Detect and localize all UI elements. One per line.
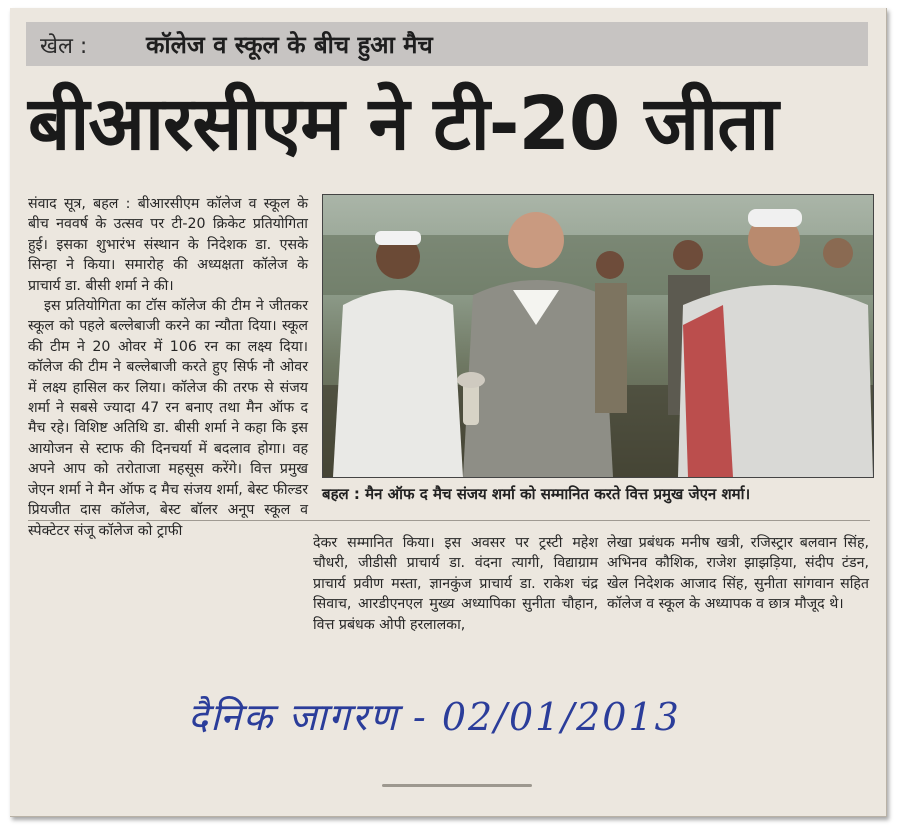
headline: बीआरसीएम ने टी-20 जीता <box>28 81 778 167</box>
article-column-3 <box>607 533 869 615</box>
section-kicker-band <box>26 22 868 66</box>
article-paragraph-2: इस प्रतियोगिता का टॉस कॉलेज की टीम ने जीतकर स्कूल को पहले बल्लेबाजी करने का न्यौता दिया। स्कूल की टीम ने 20 ओवर में 106 रन का लक्ष्य दिया। कॉलेज की टीम ने बल्लेबाजी करते हुए सिर्फ नौ ओवर में लक्ष्य हासिल कर लिया। कॉलेज की तरफ से संजय शर्मा ने सबसे ज्यादा 47 रन बनाए तथा मैन ऑफ द मैच रहे। विशिष्ट अतिथि डा. बीसी शर्मा ने कहा कि इस आयोजन से स्टाफ की दिनचर्या में बदलाव होगा। वह अपने आप को तरोताजा महसूस करेंगे। वित्त प्रमुख जेएन शर्मा ने मैन ऑफ द मैच संजय शर्मा, बेस्ट फील्डर प्रियजीत दास कॉलेज, बेस्ट बॉलर अनूप स्कूल व स्पेक्टेटर संजू कॉलेज को ट्राफी <box>28 298 308 539</box>
article-column-1 <box>28 194 308 541</box>
photo-illustration <box>323 195 873 477</box>
article-paragraph-4: लेखा प्रबंधक मनीष खत्री, रजिस्ट्रार बलवान सिंह, अभिनव कौशिक, राजेश झाझड़िया, संदीप टंडन, खेल निदेशक आजाद सिंह, सुनीता सांगवान सहित कॉलेज व स्कूल के अध्यापक व छात्र मौजूद थे। <box>607 535 869 613</box>
section-label: खेल : <box>40 34 88 59</box>
article-column-2 <box>313 533 598 635</box>
handwritten-source-date: दैनिक जागरण - 02/01/2013 <box>188 695 681 739</box>
photo-caption: बहल : मैन ऑफ द मैच संजय शर्मा को सम्मानित करते वित्त प्रमुख जेएन शर्मा। <box>322 485 751 503</box>
kicker-title: कॉलेज व स्कूल के बीच हुआ मैच <box>146 31 433 59</box>
newspaper-clipping <box>10 8 887 817</box>
paper-fold-mark <box>382 784 532 787</box>
news-photo <box>322 194 874 478</box>
article-paragraph-1: संवाद सूत्र, बहल : बीआरसीएम कॉलेज व स्कूल के बीच नववर्ष के उत्सव पर टी-20 क्रिकेट प्रतियोगिता हुई। इसका शुभारंभ संस्थान के निदेशक डा. एसके सिन्हा ने किया। समारोह की अध्यक्षता कॉलेज के प्राचार्य डा. बीसी शर्मा ने की। <box>28 196 308 294</box>
divider <box>28 520 870 521</box>
article-paragraph-3: देकर सम्मानित किया। इस अवसर पर ट्रस्टी महेश चौधरी, जीडीसी प्राचार्य डा. वंदना त्यागी, विद्याग्राम प्राचार्य प्रवीण मस्ता, ज्ञानकुंज प्राचार्य डा. राकेश चंद्र सिवाच, आरडीएनएल मुख्य अध्यापिका सुनीता चौहान, वित्त प्रबंधक ओपी हरलालका, <box>313 535 598 633</box>
